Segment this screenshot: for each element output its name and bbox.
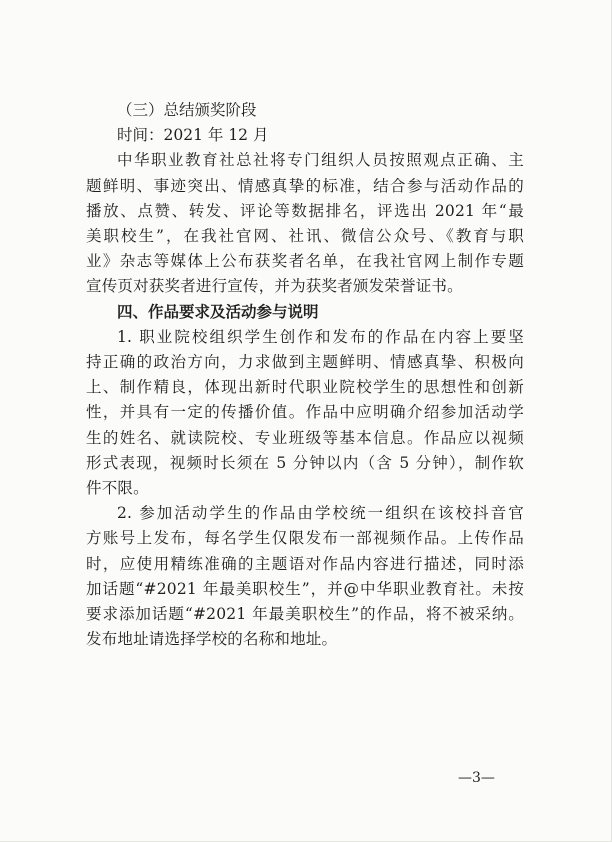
paragraph-line: 持正确的政治方向，力求做到主题鲜明、情感真挚、积极向 (86, 353, 524, 372)
paragraph-line: 件不限。 (86, 479, 149, 498)
paragraph-line: 上、制作精良，体现出新时代职业院校学生的思想性和创新 (86, 378, 524, 397)
section-heading: 四、作品要求及活动参与说明 (117, 302, 319, 321)
paragraph-line: 性，并具有一定的传播价值。作品中应明确介绍参加活动学 (86, 403, 524, 422)
paragraph-line: 时，应使用精练准确的主题语对作品内容进行描述，同时添 (86, 554, 524, 573)
paragraph-line: 1. 职业院校组织学生创作和发布的作品在内容上要坚 (117, 327, 524, 346)
paragraph-line: 生的姓名、就读院校、专业班级等基本信息。作品应以视频 (86, 428, 524, 447)
time-label: 时间： (117, 126, 164, 145)
time-line (86, 123, 524, 148)
paragraph-line: 播放、点赞、转发、评论等数据排名，评选出 2021 年“最 (86, 201, 524, 220)
paragraph-line: 发布地址请选择学校的名称和地址。 (86, 630, 338, 649)
paragraph-award-selection (86, 148, 524, 299)
paragraph-line: 宣传页对获奖者进行宣传，并为获奖者颁发荣誉证书。 (86, 277, 463, 296)
paragraph-requirement-2 (86, 501, 524, 652)
paragraph-line: 业》杂志等媒体上公布获奖者名单，在我社官网上制作专题 (86, 252, 524, 271)
document-body (86, 98, 524, 652)
paragraph-line: 形式表现，视频时长须在 5 分钟以内（含 5 分钟），制作软 (86, 453, 524, 472)
page-number: —3— (458, 770, 495, 786)
paragraph-line: 中华职业教育社总社将专门组织人员按照观点正确、主 (117, 151, 524, 170)
stage-heading: （三）总结颁奖阶段 (117, 101, 257, 119)
paragraph-line: 加话题“#2021 年最美职校生”，并@中华职业教育社。未按 (86, 579, 524, 598)
time-value: 2021 年 12 月 (163, 126, 269, 145)
paragraph-line: 美职校生”，在我社官网、社讯、微信公众号、《教育与职 (86, 227, 524, 246)
paragraph-line: 方账号上发布，每名学生仅限发布一部视频作品。上传作品 (86, 529, 524, 548)
paragraph-line: 要求添加话题“#2021 年最美职校生”的作品，将不被采纳。 (86, 605, 524, 624)
paragraph-line: 2. 参加活动学生的作品由学校统一组织在该校抖音官 (117, 504, 524, 523)
paragraph-requirement-1 (86, 325, 524, 501)
paragraph-line: 题鲜明、事迹突出、情感真挚的标准，结合参与活动作品的 (86, 176, 524, 195)
